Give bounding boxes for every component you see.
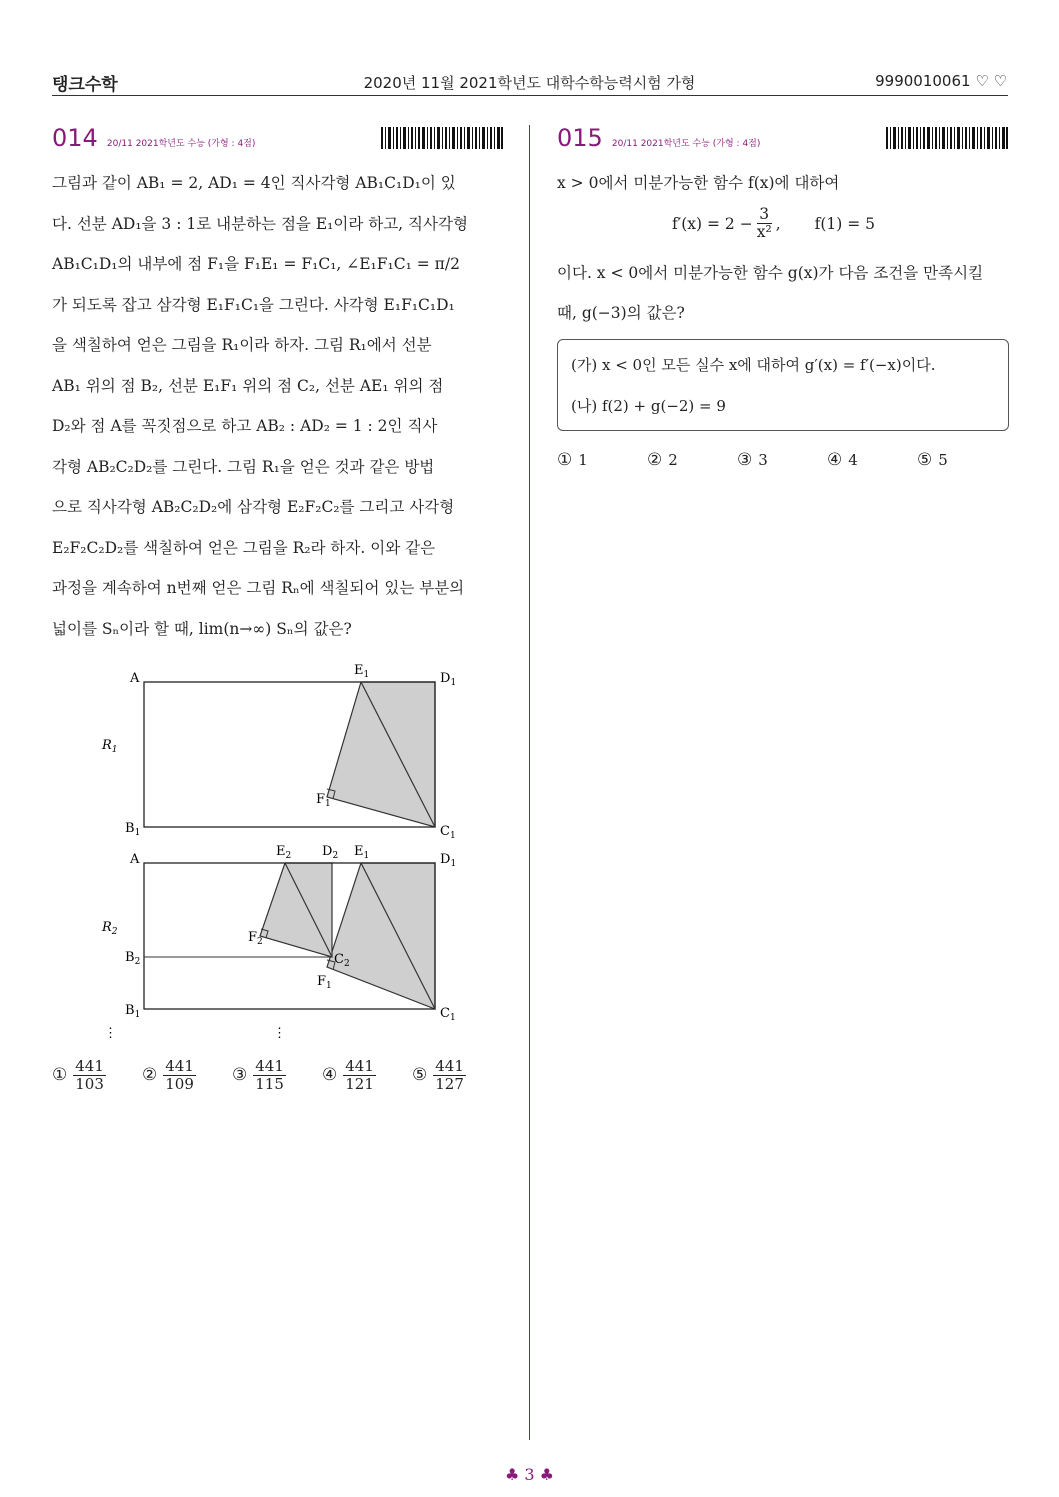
q14-choice-5[interactable]: [412, 1058, 466, 1092]
q15-condition-box: [557, 339, 1009, 431]
label-r1: $R_1$: [102, 738, 118, 755]
condition-a: (가) x < 0인 모든 실수 x에 대하여 g′(x) = f′(−x)이다.: [571, 356, 936, 374]
q15-formula: f′(x) = 2 − $\frac{3}{\text{x²}}$ , f(1) = 5: [672, 205, 876, 242]
q14-line: AB₁ 위의 점 B₂, 선분 E₁F₁ 위의 점 C₂, 선분 AE₁ 위의 점: [52, 376, 444, 395]
ellipsis-right: ⋮: [273, 1026, 286, 1041]
q14-line: 넓이를 Sₙ이라 할 때, lim(n→∞) Sₙ의 값은?: [52, 619, 352, 638]
q14-heading: [52, 124, 255, 152]
choice-mark: ⑤: [412, 1065, 428, 1085]
label-r2: $R_2$: [102, 920, 118, 937]
q15-line-3: 때, g(−3)의 값은?: [557, 304, 685, 322]
q14-number: 014: [52, 124, 98, 152]
label-a: A: [130, 671, 140, 686]
label-b1: $B_1$: [125, 821, 141, 838]
q14-line: 과정을 계속하여 n번째 얻은 그림 Rₙ에 색칠되어 있는 부분의: [52, 579, 465, 597]
ellipsis-left: ⋮: [104, 1026, 117, 1041]
q14-line: 으로 직사각형 AB₂C₂D₂에 삼각형 E₂F₂C₂를 그리고 사각형: [52, 498, 455, 516]
choice-numerator: 441: [345, 1057, 374, 1075]
choice-mark: ①: [52, 1065, 68, 1085]
q14-line: AB₁C₁D₁의 내부에 점 F₁을 F₁E₁ = F₁C₁, ∠E₁F₁C₁ = π/2: [52, 255, 460, 273]
exam-code: 9990010061 ♡ ♡: [875, 72, 1007, 90]
q15-meta: 20/11 2021학년도 수능 (가형 : 4점): [611, 139, 761, 149]
label-d2: $D_2$: [322, 844, 339, 861]
choice-denominator: 121: [345, 1074, 374, 1093]
q14-line: 그림과 같이 AB₁ = 2, AD₁ = 4인 직사각형 AB₁C₁D₁이 있: [52, 174, 456, 192]
q14-line: 각형 AB₂C₂D₂를 그린다. 그림 R₁을 얻은 것과 같은 방법: [52, 457, 435, 476]
choice-denominator: 115: [255, 1074, 284, 1093]
label-e1: $E_1$: [354, 844, 370, 861]
label-f1: $F_1$: [316, 792, 331, 809]
label-c1: $C_1$: [440, 824, 456, 841]
q14-meta: 20/11 2021학년도 수능 (가형 : 4점): [106, 139, 256, 149]
label-a: A: [130, 852, 140, 867]
barcode-icon: [381, 127, 503, 149]
label-f2: $F_2$: [248, 930, 263, 947]
barcode-icon: [886, 127, 1008, 149]
choice-mark: ③: [737, 450, 753, 470]
choice-mark: ②: [142, 1065, 158, 1085]
choice-numerator: 441: [75, 1057, 104, 1075]
label-e2: $E_2$: [276, 844, 292, 861]
q14-problem-text: [52, 163, 504, 649]
q14-choice-2[interactable]: [142, 1058, 196, 1092]
label-d1: $D_1$: [440, 852, 457, 869]
formula-right: f(1) = 5: [814, 214, 876, 233]
label-e1: $E_1$: [354, 663, 370, 680]
shaded-quad-1: [327, 863, 435, 1009]
choice-numerator: 441: [435, 1057, 464, 1075]
label-b2: $B_2$: [125, 950, 141, 967]
q15-number: 015: [557, 124, 603, 152]
condition-b: (나) f(2) + g(−2) = 9: [571, 397, 726, 415]
label-c1: $C_1$: [440, 1006, 456, 1023]
shaded-quad-1: [327, 682, 435, 827]
q14-line: D₂와 점 A를 꼭짓점으로 하고 AB₂ : AD₂ = 1 : 2인 직사: [52, 417, 438, 435]
choice-mark: ④: [827, 450, 843, 470]
header-divider: [52, 95, 1008, 96]
choice-mark: ①: [557, 450, 573, 470]
figure-r1: [101, 663, 456, 841]
formula-numerator: 3: [757, 206, 772, 224]
choice-mark: ④: [322, 1065, 338, 1085]
label-c2: $C_2$: [334, 952, 350, 969]
q14-choices: [0, 1058, 529, 1108]
q14-line: 가 되도록 잡고 삼각형 E₁F₁C₁을 그린다. 사각형 E₁F₁C₁D₁: [52, 295, 455, 314]
formula-left: f′(x) = 2 −: [672, 214, 753, 233]
q14-choice-3[interactable]: [232, 1058, 286, 1092]
label-f1: $F_1$: [317, 974, 332, 991]
q14-figure: [90, 660, 470, 1045]
label-d1: $D_1$: [440, 671, 457, 688]
q14-line: 다. 선분 AD₁을 3 : 1로 내분하는 점을 E₁이라 하고, 직사각형: [52, 214, 468, 233]
choice-value: 1: [578, 451, 588, 469]
exam-title: 2020년 11월 2021학년도 대학수학능력시험 가형: [363, 74, 696, 92]
shaded-quad-2: [260, 863, 332, 957]
q15-choice-5[interactable]: [917, 450, 948, 470]
choice-value: 3: [758, 451, 768, 469]
q14-line: E₂F₂C₂D₂를 색칠하여 얻은 그림을 R₂라 하자. 이와 같은: [52, 538, 436, 557]
choice-mark: ②: [647, 450, 663, 470]
q15-choices: [0, 450, 1059, 474]
choice-denominator: 103: [75, 1074, 104, 1093]
page-number: ♣ 3 ♣: [504, 1465, 555, 1484]
q14-line: 을 색칠하여 얻은 그림을 R₁이라 하자. 그림 R₁에서 선분: [52, 336, 432, 354]
q15-line-1: x > 0에서 미분가능한 함수 f(x)에 대하여: [557, 174, 840, 192]
choice-denominator: 127: [435, 1074, 464, 1093]
figure-r2: [101, 844, 456, 1041]
choice-mark: ③: [232, 1065, 248, 1085]
label-b1: $B_1$: [125, 1003, 141, 1020]
formula-denominator: x²: [756, 223, 772, 242]
q15-choice-3[interactable]: [737, 450, 768, 470]
choice-value: 4: [848, 451, 858, 469]
choice-numerator: 441: [165, 1057, 194, 1075]
q14-choice-1[interactable]: [52, 1058, 106, 1092]
choice-value: 2: [668, 451, 678, 469]
choice-mark: ⑤: [917, 450, 933, 470]
q15-choice-1[interactable]: [557, 450, 588, 470]
brand-title: 탱크수학: [52, 75, 118, 95]
choice-numerator: 441: [255, 1057, 284, 1075]
q15-heading: [557, 124, 760, 152]
q14-choice-4[interactable]: [322, 1058, 376, 1092]
q15-line-2: 이다. x < 0에서 미분가능한 함수 g(x)가 다음 조건을 만족시킬: [557, 264, 984, 282]
q15-choice-2[interactable]: [647, 450, 678, 470]
q15-choice-4[interactable]: [827, 450, 858, 470]
column-divider: [529, 125, 530, 1440]
choice-value: 5: [938, 451, 948, 469]
choice-denominator: 109: [165, 1074, 194, 1093]
